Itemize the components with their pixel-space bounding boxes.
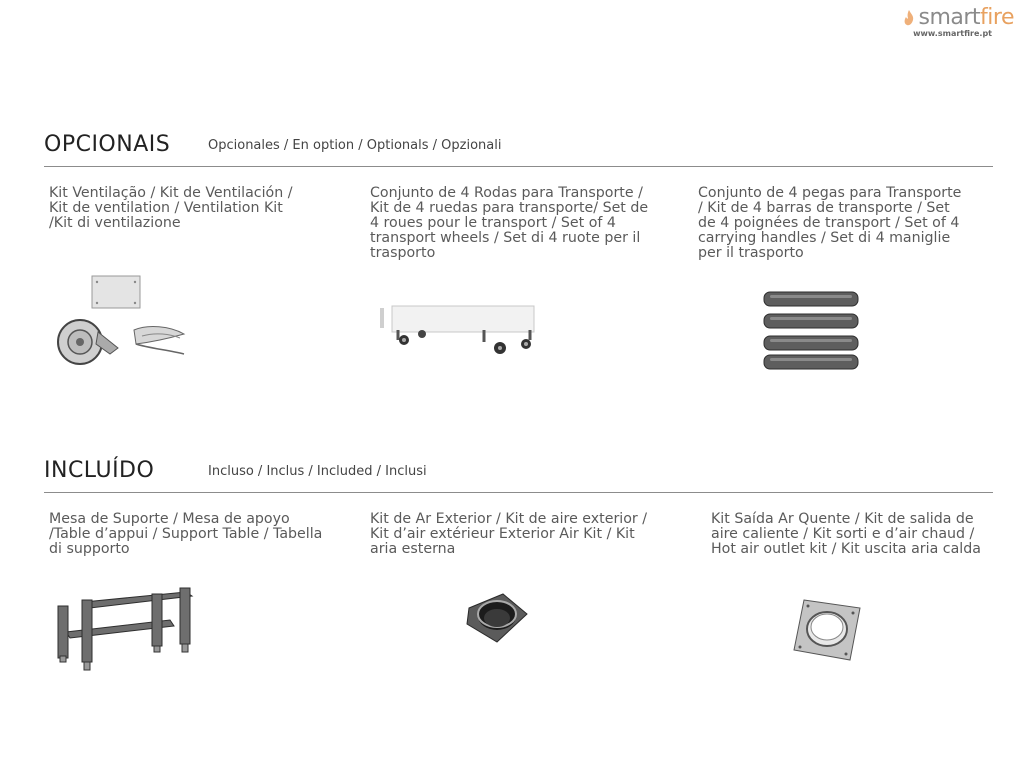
ventilation-kit-image [52,272,192,372]
item-description: Kit Ventilação / Kit de Ventilación / Kit de ventilation / Ventilation Kit /Kit di ventilazione [49,185,293,231]
item-exterior-air-kit [370,512,650,557]
transport-wheels-image [378,300,543,362]
section-subtitle: Opcionales / En option / Optionals / Opzionali [208,138,502,153]
hot-air-outlet-kit-image [790,596,862,662]
item-description: Conjunto de 4 Rodas para Transporte / Kit de 4 ruedas para transporte/ Set de 4 roues pour le transport / Set of 4 transport wheels / Set di 4 ruote per il trasporto [370,185,649,261]
support-table-image [54,584,196,676]
brand-logo [902,6,1014,38]
item-transport-wheels [370,186,650,261]
section-title: INCLUÍDO [44,458,155,483]
carrying-handles-image [762,290,862,372]
section-header [44,132,993,167]
item-description: Conjunto de 4 pegas para Transporte / Kit de 4 barras de transporte / Set de 4 poignées de transport / Set of 4 carrying handles / Set di 4 maniglie per il trasporto [698,185,962,261]
section-included [44,458,993,493]
section-subtitle: Incluso / Inclus / Included / Inclusi [208,464,427,479]
item-description: Kit de Ar Exterior / Kit de aire exterior / Kit d’air extérieur Exterior Air Kit / Kit aria esterna [370,511,648,557]
item-support-table [49,512,329,557]
section-optionals [44,132,993,167]
flame-icon [902,9,916,27]
exterior-air-kit-image [463,590,531,646]
item-description: Mesa de Suporte / Mesa de apoyo /Table d’appui / Support Table / Tabella di supporto [49,511,323,557]
brand-name: smartfire [918,5,1014,30]
section-title: OPCIONAIS [44,132,171,157]
item-description: Kit Saída Ar Quente / Kit de salida de aire caliente / Kit sorti e d’air chaud / Hot air outlet kit / Kit uscita aria calda [711,511,981,557]
brand-url: www.smartfire.pt [913,29,992,38]
section-header [44,458,993,493]
item-ventilation-kit [49,186,309,231]
item-carrying-handles [698,186,968,261]
item-hot-air-outlet-kit [711,512,986,557]
